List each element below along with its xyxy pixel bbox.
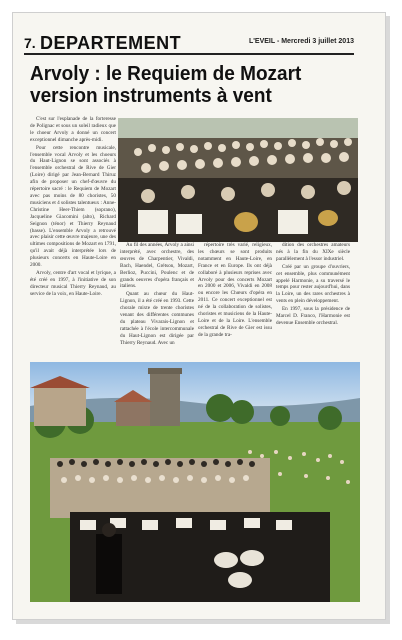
header-rule [24,53,354,55]
paragraph: Créé par un groupe d'ouvriers, cet ensemble, plus communément appelé Harmonie, a su traversé le temps pour rester aujourd'hui, dans la Loire, un des rares orchestres à vents en plein développement. [276,263,350,305]
headline-line-1: Arvoly : le Requiem de Mozart [30,62,302,85]
page-header [24,33,354,55]
article-column-4 [276,242,350,328]
paragraph: Arvoly, centre d'art vocal et lyrique, a été créé en 1997, à l'initiative de son directeur musical Thierry Reynaud, au service de la voix, en Haute-Loire. [30,269,116,297]
paragraph: dition des orchestres amateurs nés à la fin du XIXe siècle parallèlement à l'essor industriel. [276,242,350,262]
paragraph: répertoire très varié, religieux, les chœurs se sont produits notamment en Haute-Loire, en France et en Europe. Ils ont déjà collaboré à plusieurs reprises avec Arvoly pour des concerts Mozart en 2000 et 2006, Vivaldi en 2008 ou encore les Chœurs d'opéra en 2011. Ce concert exceptionnel est né de la collaboration de solistes, choristes et musiciens de la Haute-Loire et de la Loire. L'ensemble orchestral de Rive de Gier est issu de la grande tra- [198,242,272,338]
paper-date: L'EVEIL - Mercredi 3 juillet 2013 [248,38,354,45]
section-title: DEPARTEMENT [40,33,182,53]
article-headline [30,63,360,107]
choir-photo [118,118,358,242]
paragraph: C'est sur l'esplanade de la forteresse de Polignac et sous un soleil radieux que le choeur Arvoly a donné un concert exceptionnel dimanche après-midi. [30,116,116,143]
article-column-3 [198,242,272,340]
paragraph: Quant au chœur du Haut-Lignon, il a été créé en 1993. Cette chorale mixte de trente choristes venant des différentes communes du plateau Vivarais-Lignon et rattachée à l'école intercommunale du Haut-Lignon est dirigée par Thierry Reynaud. Avec un [120,291,194,346]
choir-photo-image [118,118,358,242]
concert-photo [30,362,360,602]
article-column-1 [30,116,116,299]
page-number: 7. [24,35,36,51]
concert-photo-image [30,362,360,602]
headline-line-2: version instruments à vent [30,85,272,108]
article-column-2 [120,242,194,348]
paragraph: Au fil des années, Arvoly a ainsi interprété, avec orchestre, des œuvres de Charpentier, Vivaldi, Bach, Haendel, Grétson, Mozart, Berlioz, Puccini, Poulenc et de grands oeuvres d'opéra français et italiens. [120,242,194,290]
paragraph: Pour cette rencontre musicale, l'ensemble vocal Arvoly et les choeurs du Haut-Lignon se sont associés à l'ensemble orchestral de Rive de Gier (Loire) dirigé par Jean-Bernard Thiruz afin de proposer un chef-d'œuvre du répertoire sacré : le Requiem de Mozart avec pas moins de 80 choristes, 50 musiciens et 4 solistes talentueux : Anne-Christine Heer-Thiem (soprano), Jacqueline Giacomini (alto), Richard Seignon (ténor) et Thierry Reynaud (basse). L'ensemble Arvoly a retrouvé avec plaisir cette œuvre majeure, une des ultimes compositions de Mozart en 1791, qu'il avait déjà interprétée lors de plusieurs concerts en Haute-Loire en 2000. [30,144,116,269]
paragraph: En 1997, sous la présidence de Marcel D. Franco, l'Harmonie est devenue Ensemble orchestral. [276,306,350,326]
